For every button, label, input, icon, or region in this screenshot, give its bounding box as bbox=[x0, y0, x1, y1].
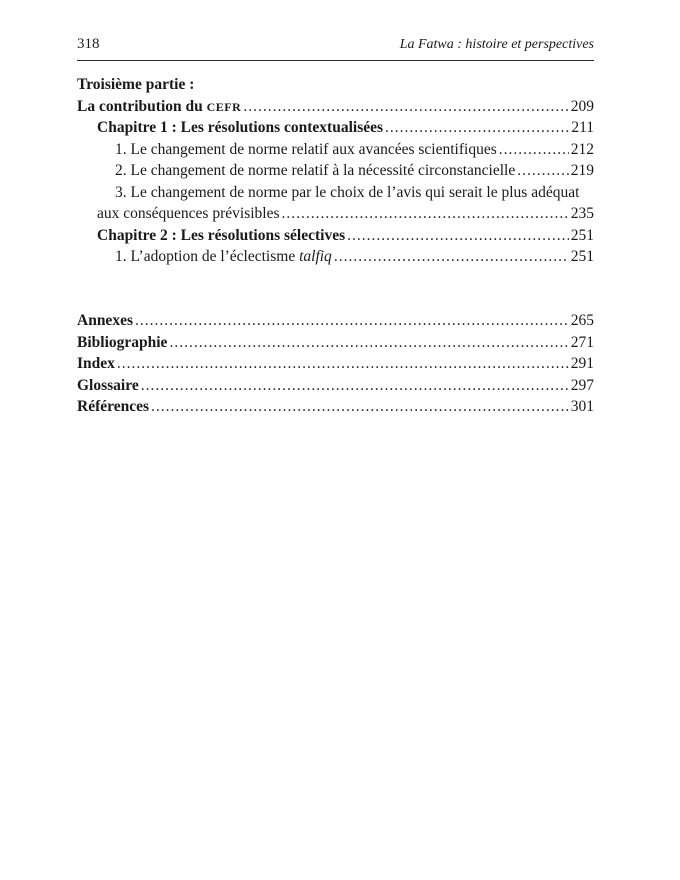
toc-part-3 bbox=[77, 76, 594, 270]
page-ref: 265 bbox=[570, 312, 594, 329]
page-ref: 219 bbox=[570, 162, 594, 179]
dot-leader bbox=[499, 141, 569, 159]
running-header bbox=[77, 36, 594, 53]
dot-leader bbox=[334, 248, 569, 266]
page-ref: 271 bbox=[570, 333, 594, 351]
acronym: CEFR bbox=[206, 99, 242, 114]
page-ref: 251 bbox=[570, 248, 594, 265]
toc-entry-section[interactable]: 2. Le changement de norme relatif à la nécessité circonstancielle ..... 219 bbox=[77, 162, 594, 184]
toc-entry-part-title[interactable]: La contribution du CEFR ..... 209 bbox=[77, 98, 594, 120]
dot-leader bbox=[135, 312, 569, 330]
toc-entry-references[interactable]: Références ..... 301 bbox=[77, 398, 594, 420]
toc-entry-index[interactable]: Index ..... 291 bbox=[77, 355, 594, 377]
page-ref: 209 bbox=[570, 97, 594, 115]
dot-leader bbox=[169, 334, 568, 352]
dot-leader bbox=[243, 98, 568, 116]
toc-entry-bibliographie[interactable]: Bibliographie ..... 271 bbox=[77, 334, 594, 356]
toc-entry-chapter-2[interactable]: Chapitre 2 : Les résolutions sélectives ..... 251 bbox=[77, 227, 594, 249]
toc-part-label: Troisième partie : bbox=[77, 76, 195, 93]
page-ref: 235 bbox=[570, 205, 594, 222]
dot-leader bbox=[141, 377, 569, 395]
toc-entry-glossaire[interactable]: Glossaire ..... 297 bbox=[77, 377, 594, 399]
toc-entry-annexes[interactable]: Annexes ..... 265 bbox=[77, 312, 594, 334]
page-ref: 297 bbox=[570, 376, 594, 394]
book-title: La Fatwa : histoire et perspectives bbox=[399, 37, 594, 52]
page-ref: 301 bbox=[570, 398, 594, 415]
toc-entry-section[interactable]: 1. L’adoption de l’éclectisme talfiq ..... 251 bbox=[77, 248, 594, 270]
dot-leader bbox=[117, 355, 569, 373]
toc-entry-section-line1[interactable]: 3. Le changement de norme par le choix de l’avis qui serait le plus adéquat bbox=[115, 183, 580, 201]
page-ref: 291 bbox=[570, 355, 594, 372]
dot-leader bbox=[282, 205, 569, 223]
dot-leader bbox=[385, 119, 569, 137]
header-rule bbox=[77, 60, 594, 61]
toc-entry-chapter-1[interactable]: Chapitre 1 : Les résolutions contextualisées ..... 211 bbox=[77, 119, 594, 141]
toc-entry-section[interactable]: 1. Le changement de norme relatif aux avancées scientifiques ..... 212 bbox=[77, 141, 594, 163]
dot-leader bbox=[151, 398, 569, 416]
page-ref: 212 bbox=[570, 140, 594, 158]
italic-term: talfiq bbox=[299, 248, 332, 265]
page-ref: 251 bbox=[570, 226, 594, 244]
dot-leader bbox=[347, 227, 569, 245]
toc-entry-section-line2[interactable]: aux conséquences prévisibles ..... 235 bbox=[77, 205, 594, 227]
toc-back-matter bbox=[77, 312, 594, 420]
page-ref: 211 bbox=[571, 119, 594, 136]
page-number: 318 bbox=[77, 36, 100, 52]
dot-leader bbox=[517, 162, 569, 180]
